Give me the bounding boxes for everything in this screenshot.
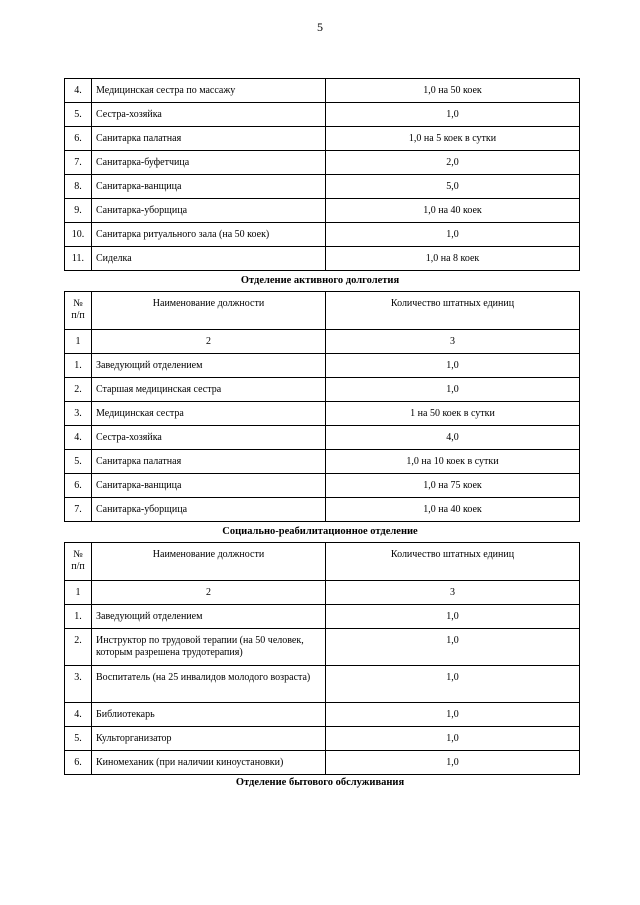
row-number: 7. [65, 498, 92, 522]
position-name: Санитарка-уборщица [92, 199, 326, 223]
row-number: 6. [65, 474, 92, 498]
table-row [65, 703, 580, 727]
row-number: 3. [65, 666, 92, 703]
position-name: Старшая медицинская сестра [92, 378, 326, 402]
header-count: Количество штатных единиц [326, 292, 580, 330]
table-row [65, 666, 580, 703]
column-number: 3 [326, 581, 580, 605]
row-number: 1. [65, 605, 92, 629]
row-number: 6. [65, 751, 92, 775]
staff-count: 1,0 на 5 коек в сутки [326, 127, 580, 151]
staff-count: 1,0 [326, 103, 580, 127]
row-number: 7. [65, 151, 92, 175]
column-number-row [65, 581, 580, 605]
row-number: 3. [65, 402, 92, 426]
staff-count: 5,0 [326, 175, 580, 199]
position-name: Киномеханик (при наличии киноустановки) [92, 751, 326, 775]
staff-count: 1,0 на 40 коек [326, 498, 580, 522]
row-number: 6. [65, 127, 92, 151]
table-row [65, 127, 580, 151]
table-row [65, 498, 580, 522]
table-row [65, 79, 580, 103]
table-row [65, 751, 580, 775]
column-number: 2 [92, 330, 326, 354]
staff-table-continued [64, 78, 580, 271]
column-number: 1 [65, 330, 92, 354]
row-number: 4. [65, 703, 92, 727]
row-number: 9. [65, 199, 92, 223]
section-title-social-rehabilitation: Социально-реабилитационное отделение [222, 526, 418, 537]
table-row [65, 378, 580, 402]
staff-count: 1,0 [326, 727, 580, 751]
position-name: Библиотекарь [92, 703, 326, 727]
staff-count: 1 на 50 коек в сутки [326, 402, 580, 426]
column-number-row [65, 330, 580, 354]
table-row [65, 605, 580, 629]
position-name: Культорганизатор [92, 727, 326, 751]
staff-table-active-longevity [64, 291, 580, 522]
position-name: Инструктор по трудовой терапии (на 50 человек, которым разрешена трудотерапия) [92, 629, 326, 666]
staff-count: 1,0 [326, 703, 580, 727]
row-number: 5. [65, 727, 92, 751]
position-name: Санитарка палатная [92, 450, 326, 474]
table-header-row [65, 292, 580, 330]
table-row [65, 474, 580, 498]
header-position: Наименование должности [92, 292, 326, 330]
position-name: Санитарка-ванщица [92, 474, 326, 498]
position-name: Сестра-хозяйка [92, 426, 326, 450]
row-number: 5. [65, 450, 92, 474]
row-number: 5. [65, 103, 92, 127]
position-name: Санитарка-буфетчица [92, 151, 326, 175]
position-name: Сиделка [92, 247, 326, 271]
table-header-row [65, 543, 580, 581]
row-number: 8. [65, 175, 92, 199]
header-number: № п/п [65, 292, 92, 330]
staff-count: 2,0 [326, 151, 580, 175]
staff-count: 1,0 [326, 751, 580, 775]
staff-count: 1,0 [326, 378, 580, 402]
staff-count: 1,0 [326, 223, 580, 247]
column-number: 3 [326, 330, 580, 354]
row-number: 4. [65, 79, 92, 103]
staff-count: 1,0 [326, 354, 580, 378]
row-number: 10. [65, 223, 92, 247]
position-name: Воспитатель (на 25 инвалидов молодого возраста) [92, 666, 326, 703]
staff-count: 1,0 [326, 629, 580, 666]
staff-count: 1,0 на 75 коек [326, 474, 580, 498]
table-row [65, 247, 580, 271]
staff-count: 1,0 на 8 коек [326, 247, 580, 271]
table-row [65, 175, 580, 199]
staff-count: 1,0 на 50 коек [326, 79, 580, 103]
header-number: № п/п [65, 543, 92, 581]
position-name: Санитарка ритуального зала (на 50 коек) [92, 223, 326, 247]
position-name: Санитарка палатная [92, 127, 326, 151]
table-row [65, 402, 580, 426]
staff-count: 1,0 на 40 коек [326, 199, 580, 223]
position-name: Заведующий отделением [92, 354, 326, 378]
row-number: 1. [65, 354, 92, 378]
table-row [65, 629, 580, 666]
row-number: 2. [65, 629, 92, 666]
section-title-household-services: Отделение бытового обслуживания [235, 777, 405, 788]
position-name: Медицинская сестра [92, 402, 326, 426]
staff-count: 4,0 [326, 426, 580, 450]
row-number: 11. [65, 247, 92, 271]
staff-count: 1,0 [326, 605, 580, 629]
table-row [65, 151, 580, 175]
table-row [65, 354, 580, 378]
position-name: Медицинская сестра по массажу [92, 79, 326, 103]
section-title-active-longevity: Отделение активного долголетия [240, 275, 400, 286]
staff-table-social-rehabilitation [64, 542, 580, 775]
staff-count: 1,0 [326, 666, 580, 703]
header-count: Количество штатных единиц [326, 543, 580, 581]
table-row [65, 223, 580, 247]
row-number: 4. [65, 426, 92, 450]
page-number: 5 [317, 20, 323, 34]
table-row [65, 426, 580, 450]
position-name: Сестра-хозяйка [92, 103, 326, 127]
table-row [65, 450, 580, 474]
table-row [65, 199, 580, 223]
header-position: Наименование должности [92, 543, 326, 581]
column-number: 1 [65, 581, 92, 605]
position-name: Санитарка-ванщица [92, 175, 326, 199]
staff-count: 1,0 на 10 коек в сутки [326, 450, 580, 474]
row-number: 2. [65, 378, 92, 402]
table-row [65, 727, 580, 751]
position-name: Заведующий отделением [92, 605, 326, 629]
position-name: Санитарка-уборщица [92, 498, 326, 522]
table-row [65, 103, 580, 127]
column-number: 2 [92, 581, 326, 605]
